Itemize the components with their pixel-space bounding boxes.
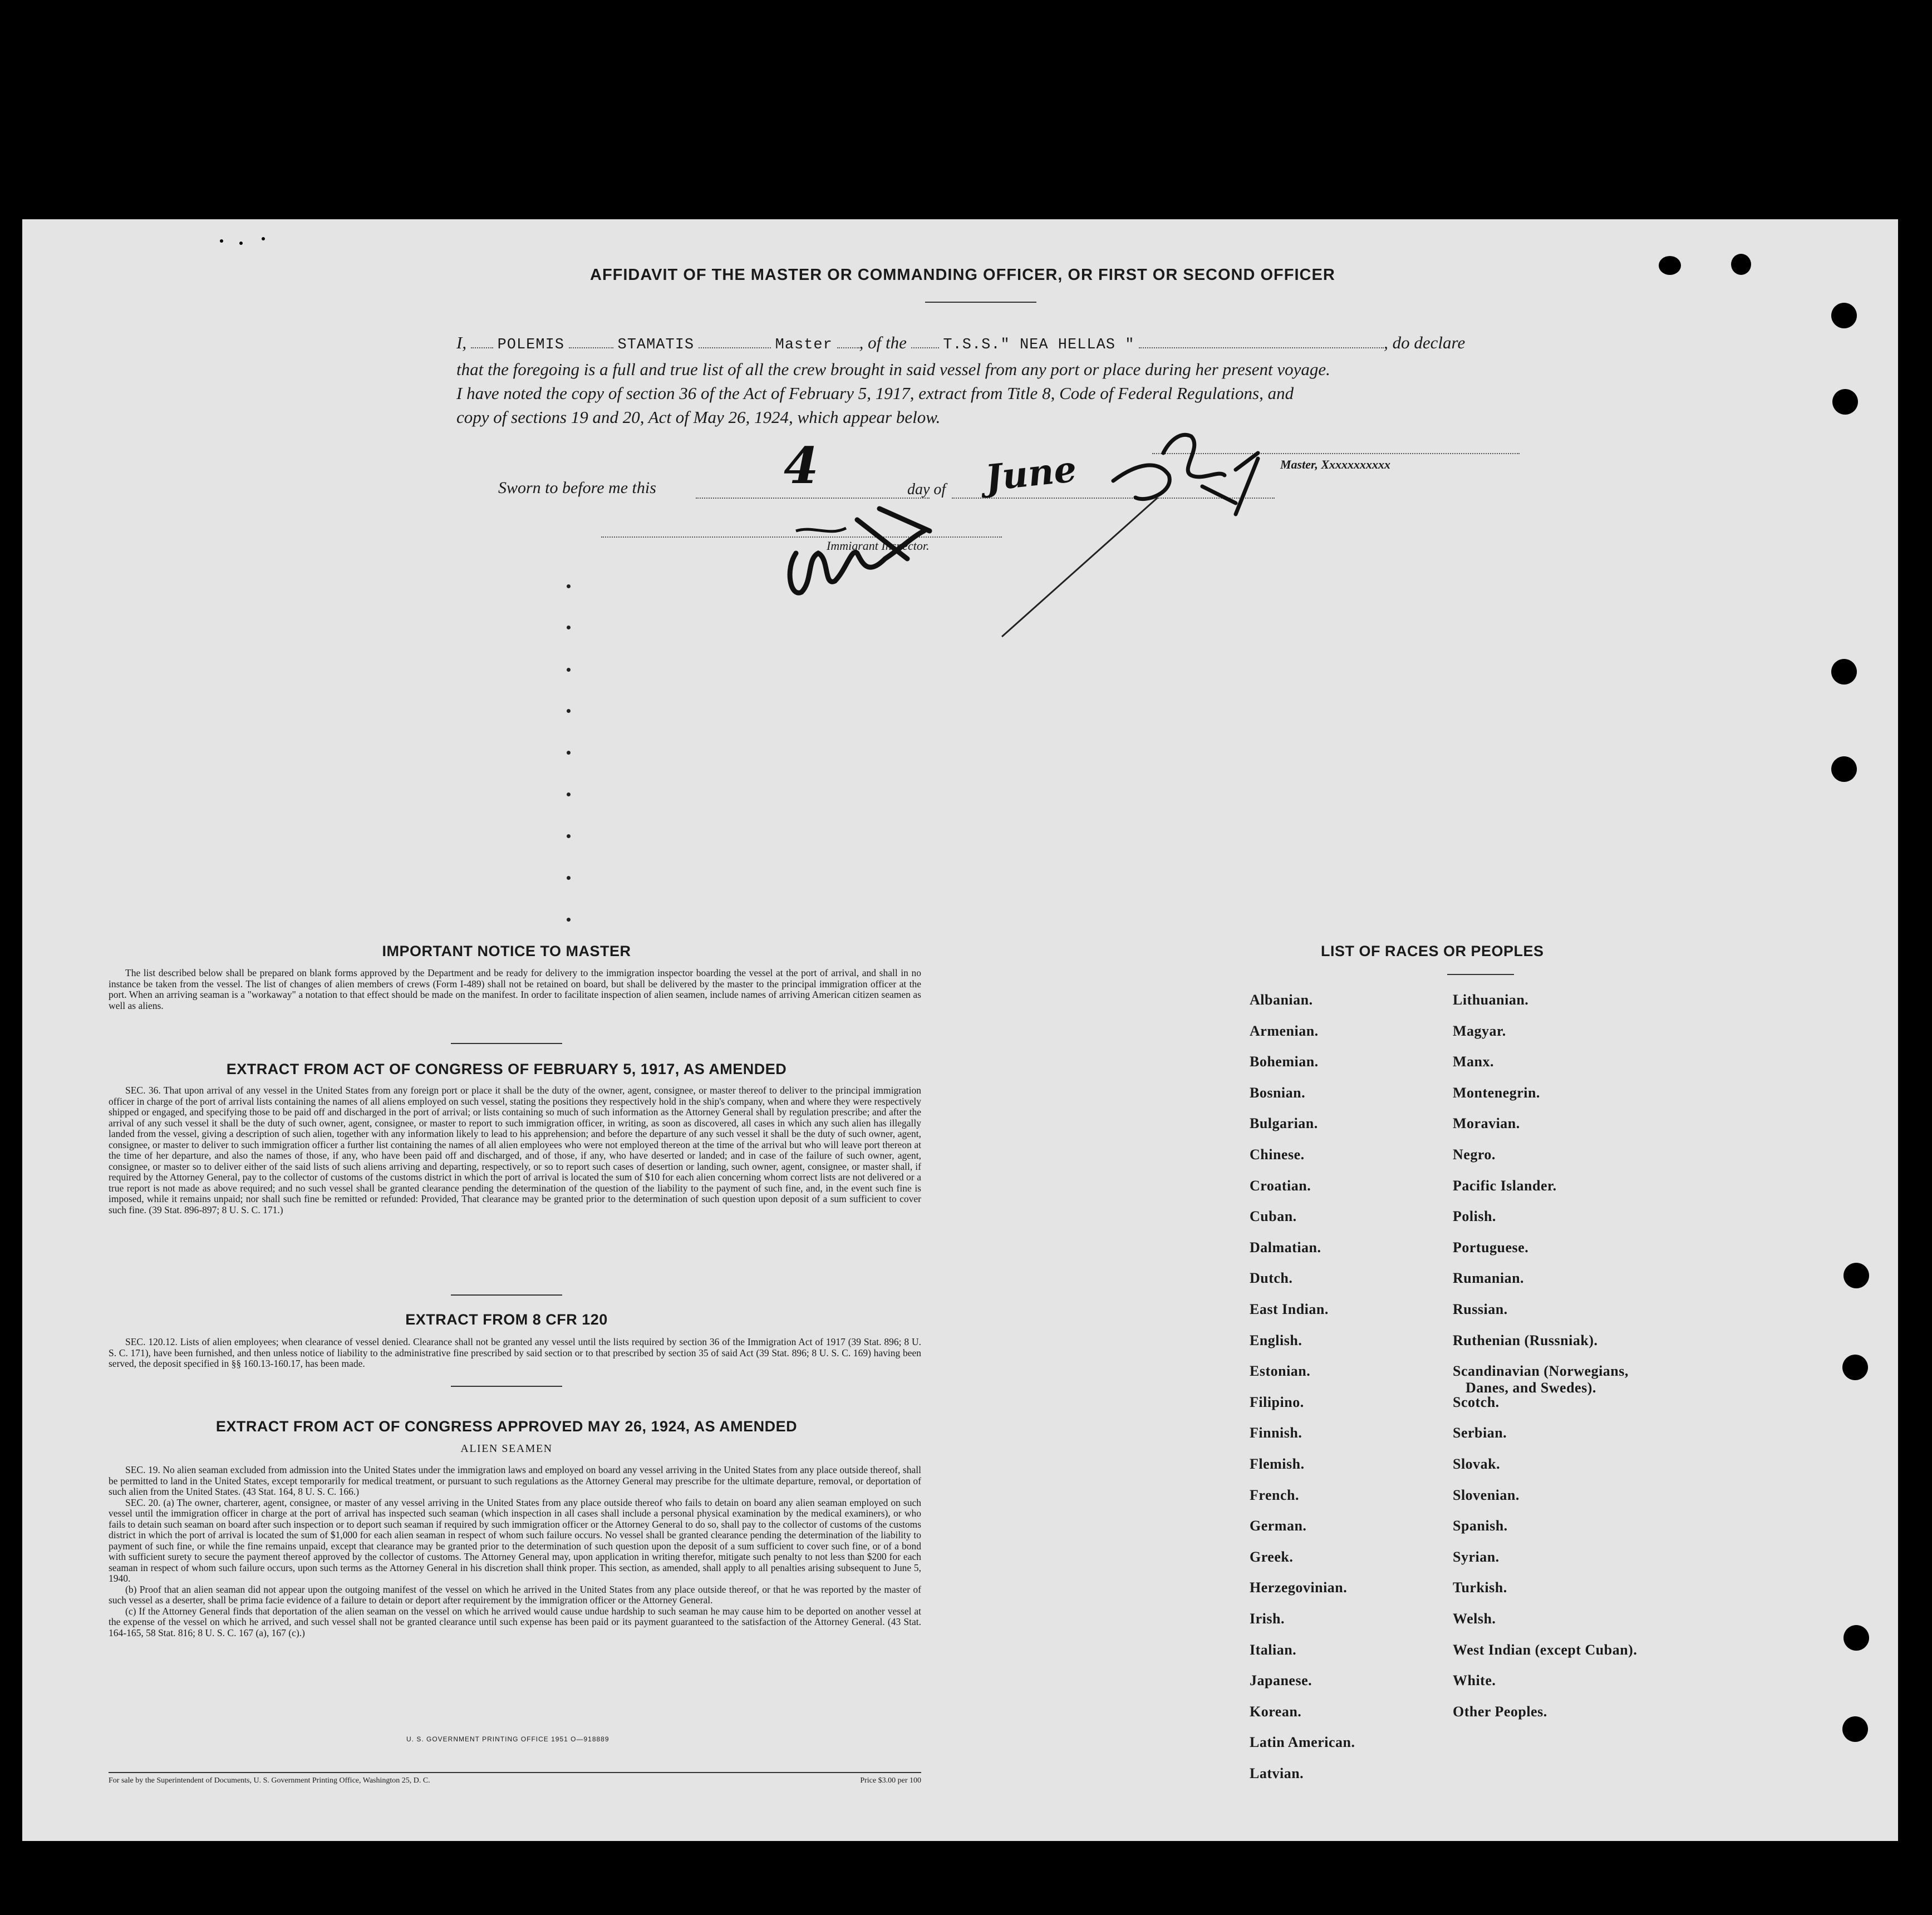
binder-hole bbox=[1831, 303, 1857, 328]
binder-hole bbox=[1842, 1355, 1868, 1380]
race-item: Danes, and Swedes). bbox=[1466, 1380, 1596, 1396]
section-rule bbox=[451, 1386, 562, 1387]
master-title-label: Master, Xxxxxxxxxxx bbox=[1280, 457, 1391, 471]
extract-cfr-paragraph: SEC. 120.12. Lists of alien employees; when clearance of vessel denied. Clearance shall not be granted any vessel until the lists required by section 36 of the Immigration Act of 1917 (39 Stat. 896; 8 U. S. C. 171), have been furnished, and then unless notice of liability to the administrative fine prescribed by said section or to that prescribed by section 35 of said Act (39 Stat. 896; 8 U. S. C. 169) having been served, the deposit specified in §§ 160.13-160.17, has been made. bbox=[109, 1336, 921, 1369]
race-item: Croatian. bbox=[1250, 1177, 1311, 1194]
race-item: Cuban. bbox=[1250, 1208, 1297, 1225]
binder-hole bbox=[1843, 1263, 1869, 1288]
inspector-label: Immigrant Inspector. bbox=[827, 539, 930, 553]
race-item: Bohemian. bbox=[1250, 1054, 1319, 1070]
master-first-name: POLEMIS bbox=[497, 337, 564, 353]
declaration-line-3: I have noted the copy of section 36 of the Act of February 5, 1917, extract from Title 8, Code of Federal Regulations, and bbox=[456, 383, 1294, 403]
i-label: I, bbox=[456, 333, 467, 352]
race-item: Negro. bbox=[1453, 1146, 1496, 1163]
ink-speck bbox=[239, 242, 243, 245]
signatures-graphic bbox=[779, 420, 1369, 642]
document-sheet bbox=[22, 219, 1898, 1841]
race-item: Slovenian. bbox=[1453, 1486, 1520, 1503]
race-item: Herzegovinian. bbox=[1250, 1579, 1348, 1596]
title-rule bbox=[925, 302, 1036, 303]
column-bullet bbox=[567, 584, 571, 588]
extract-1924-title: EXTRACT FROM ACT OF CONGRESS APPROVED MAY 26, 1924, AS AMENDED bbox=[215, 1418, 798, 1435]
sec-19-paragraph: SEC. 19. No alien seaman excluded from admission into the United States under the immigration laws and employed on board any vessel arriving in the United States from any place outside thereof, shall be permitted to land in the United States, except temporarily for medical treatment, or pursuant to such regulations as the Attorney General may prescribe for the ultimate departure, removal, or deportation of such alien from the United States. (43 Stat. 164, 8 U. S. C. 166.) bbox=[109, 1464, 921, 1497]
race-item: Latin American. bbox=[1250, 1734, 1355, 1751]
race-item: West Indian (except Cuban). bbox=[1453, 1641, 1638, 1658]
day-number-handwritten: 4 bbox=[784, 436, 819, 495]
ink-speck bbox=[1731, 254, 1751, 275]
column-bullet bbox=[567, 792, 571, 796]
extract-cfr-title: EXTRACT FROM 8 CFR 120 bbox=[405, 1311, 608, 1328]
race-item: Other Peoples. bbox=[1453, 1703, 1547, 1720]
sec-20c-paragraph: (c) If the Attorney General finds that deportation of the alien seaman on the vessel on which he arrived would cause undue hardship to such seaman he may cause him to be deported on another vessel at the expense of the vessel on which he arrived, and such vessel shall not be granted clearance until such expense has been paid or its payment guaranteed to the satisfaction of the Attorney General. (43 Stat. 164-165, 58 Stat. 816; 8 U. S. C. 167 (a), 167 (c).) bbox=[109, 1605, 921, 1638]
vessel-name: T.S.S." NEA HELLAS " bbox=[943, 337, 1135, 353]
column-bullet bbox=[567, 626, 571, 629]
column-bullet bbox=[567, 668, 571, 672]
footer-sale-note: For sale by the Superintendent of Documents, U. S. Government Printing Office, Washington 25, D. C. bbox=[109, 1776, 430, 1785]
extract-cfr-text bbox=[109, 1337, 921, 1370]
ink-speck bbox=[220, 239, 223, 243]
race-item: Turkish. bbox=[1453, 1579, 1507, 1596]
race-item: Finnish. bbox=[1250, 1425, 1302, 1441]
race-item: Bulgarian. bbox=[1250, 1115, 1318, 1132]
column-bullet bbox=[567, 709, 571, 713]
race-item: Bosnian. bbox=[1250, 1084, 1306, 1101]
extract-1917-paragraph: SEC. 36. That upon arrival of any vessel in the United States from any foreign port or place it shall be the duty of the owner, agent, consignee, or master thereof to deliver to the principal immigration officer in charge of the port of arrival lists containing the names of all aliens employed on such vessel, stating the positions they respectively hold in the ship's company, when and where they were respectively shipped or engaged, and specifying those to be paid off and discharged in the port of arrival; or lists containing so much of such information as the Attorney General shall by regulation prescribe; and after the arrival of any such vessel it shall be the duty of such owner, agent, consignee, or master to report to such immigration officer, in writing, as soon as discovered, all cases in which any such alien has illegally landed from the vessel, giving a description of such alien, together with any information likely to lead to his apprehension; and before the departure of any such vessel it shall be the duty of such owner, agent, consignee, or master to deliver to such immigration officer a further list containing the names of all alien employees who were not employed thereon at the time of the arrival but who will leave port thereon at the time of her departure, and also the names of those, if any, who have been paid off and discharged, and of those, if any, who have deserted or landed; and in case of the failure of such owner, agent, consignee, or master so to deliver either of the said lists of such aliens arriving and departing, respectively, or so to report such cases of desertion or landing, such owner, agent, consignee, or master shall, if required by the Attorney General, pay to the collector of customs of the customs district in which the port of arrival is located the sum of $10 for each alien concerning whom correct lists are not delivered or a true report is not made as above required; and no such vessel shall be granted clearance pending the determination of the question of the liability to the payment of such fine, and, in the event such fine is imposed, while it remains unpaid; nor shall such fine be remitted or refunded: Provided, That clearance may be granted prior to the determination of such question upon deposit of a sum sufficient to cover such fine. (39 Stat. 896-897; 8 U. S. C. 171.) bbox=[109, 1085, 921, 1215]
race-item: Scandinavian (Norwegians, bbox=[1453, 1363, 1629, 1380]
race-item: East Indian. bbox=[1250, 1301, 1329, 1317]
do-declare-label: , do declare bbox=[1384, 333, 1466, 352]
race-item: Moravian. bbox=[1453, 1115, 1520, 1132]
declaration-text bbox=[456, 331, 1531, 429]
race-item: Albanian. bbox=[1250, 992, 1313, 1008]
affidavit-title: AFFIDAVIT OF THE MASTER OR COMMANDING OFFICER, OR FIRST OR SECOND OFFICER bbox=[590, 266, 1335, 284]
extract-1917-title: EXTRACT FROM ACT OF CONGRESS OF FEBRUARY 5, 1917, AS AMENDED bbox=[226, 1061, 787, 1077]
column-bullet bbox=[567, 918, 571, 922]
races-rule bbox=[1447, 974, 1514, 975]
column-bullet bbox=[567, 751, 571, 755]
race-item: Magyar. bbox=[1453, 1022, 1506, 1039]
race-item: Welsh. bbox=[1453, 1611, 1496, 1627]
race-item: Montenegrin. bbox=[1453, 1084, 1540, 1101]
race-item: Latvian. bbox=[1250, 1765, 1304, 1781]
race-item: French. bbox=[1250, 1486, 1299, 1503]
section-rule bbox=[451, 1043, 562, 1044]
race-item: Korean. bbox=[1250, 1703, 1302, 1720]
gpo-imprint: U. S. GOVERNMENT PRINTING OFFICE 1951 O—918889 bbox=[406, 1735, 609, 1743]
extract-1917-text bbox=[109, 1085, 921, 1215]
sec-20a-paragraph: SEC. 20. (a) The owner, charterer, agent, consignee, or master of any vessel arriving in the United States from any place outside thereof who fails to detain on board any alien seaman employed on such vessel until the immigration officer in charge at the port of arrival has inspected such seaman (which inspection in all cases shall include a personal physical examination by the medical examiners), or who fails to detain such seaman on board after such inspection or to deport such seaman if required by such immigration officer or the Attorney General to do so, shall pay to the collector of customs of the customs district in which the port of arrival is located the sum of $1,000 for each alien seaman in respect of whom such failure occurs. No vessel shall be granted clearance pending the determination of the liability to payment of such fine, or while the fine remains unpaid, except that clearance may be granted prior to the determination of such question upon the deposit of a sum sufficient to cover such fine, or of a bond with sufficient surety to secure the payment thereof approved by the collector of customs. The Attorney General may, upon application in writing therefor, mitigate such penalty to not less than $200 for each seaman in respect of whom such failure occurs, upon such terms as the Attorney General in his discretion shall think proper. This section, as amended, shall apply to all penalties arising subsequent to June 5, 1940. bbox=[109, 1496, 921, 1584]
race-item: Pacific Islander. bbox=[1453, 1177, 1557, 1194]
notice-title: IMPORTANT NOTICE TO MASTER bbox=[382, 943, 631, 959]
extract-1924-text bbox=[109, 1465, 921, 1638]
alien-seamen-subtitle: ALIEN SEAMEN bbox=[460, 1443, 553, 1455]
footer-price: Price $3.00 per 100 bbox=[860, 1776, 921, 1785]
sworn-label: Sworn to before me this bbox=[498, 479, 656, 497]
race-item: Polish. bbox=[1453, 1208, 1496, 1225]
race-item: Russian. bbox=[1453, 1301, 1508, 1317]
race-item: English. bbox=[1250, 1332, 1302, 1348]
declaration-line-1 bbox=[456, 331, 1531, 357]
race-item: Syrian. bbox=[1453, 1548, 1500, 1565]
sec-20b-paragraph: (b) Proof that an alien seaman did not appear upon the outgoing manifest of the vessel on which he arrived in the United States from any place outside thereof, or that he was reported by the master of such vessel as a deserter, shall be prima facie evidence of a failure to detain or deport after requirement by the immigration officer or the Attorney General. bbox=[109, 1583, 921, 1606]
race-item: Irish. bbox=[1250, 1611, 1285, 1627]
race-item: Italian. bbox=[1250, 1641, 1297, 1658]
binder-hole bbox=[1831, 659, 1857, 685]
race-item: Flemish. bbox=[1250, 1456, 1305, 1472]
race-item: Manx. bbox=[1453, 1054, 1494, 1070]
ink-speck bbox=[262, 237, 265, 240]
master-last-name: STAMATIS bbox=[617, 337, 695, 353]
ink-speck bbox=[1659, 256, 1681, 275]
notice-text bbox=[109, 968, 921, 1011]
binder-hole bbox=[1832, 389, 1858, 415]
race-item: Dutch. bbox=[1250, 1270, 1293, 1287]
column-bullet bbox=[567, 834, 571, 838]
race-item: German. bbox=[1250, 1518, 1307, 1534]
race-item: Dalmatian. bbox=[1250, 1239, 1321, 1256]
race-item: Lithuanian. bbox=[1453, 992, 1529, 1008]
binder-hole bbox=[1843, 1625, 1869, 1651]
notice-paragraph: The list described below shall be prepared on blank forms approved by the Department and be ready for delivery to the immigration inspector boarding the vessel at the port of arrival, and shall in no instance be taken from the vessel. The list of changes of alien members of crews (Form I-489) shall not be retained on board, but shall be delivered by the master to the principal immigration officer at the port. When an arriving seaman is a "workaway" a notation to that effect should be made on the manifest. In order to facilitate inspection of alien seamen, include names of arriving American citizen seamen as well as aliens. bbox=[109, 967, 921, 1011]
day-of-label: day of bbox=[907, 481, 946, 498]
race-item: Filipino. bbox=[1250, 1394, 1304, 1410]
race-item: Chinese. bbox=[1250, 1146, 1305, 1163]
race-item: Estonian. bbox=[1250, 1363, 1311, 1380]
of-the-label: , of the bbox=[859, 333, 907, 352]
binder-hole bbox=[1842, 1716, 1868, 1742]
races-title: LIST OF RACES OR PEOPLES bbox=[1321, 943, 1544, 959]
race-item: Portuguese. bbox=[1453, 1239, 1529, 1256]
race-item: Serbian. bbox=[1453, 1425, 1507, 1441]
column-bullet bbox=[567, 876, 571, 880]
race-item: Scotch. bbox=[1453, 1394, 1500, 1410]
race-item: Rumanian. bbox=[1453, 1270, 1525, 1287]
race-item: Ruthenian (Russniak). bbox=[1453, 1332, 1598, 1348]
binder-hole bbox=[1831, 756, 1857, 782]
race-item: Spanish. bbox=[1453, 1518, 1508, 1534]
footer bbox=[109, 1772, 921, 1785]
race-item: Slovak. bbox=[1453, 1456, 1501, 1472]
race-item: White. bbox=[1453, 1672, 1496, 1689]
declaration-line-4: copy of sections 19 and 20, Act of May 26, 1924, which appear below. bbox=[456, 407, 941, 427]
race-item: Japanese. bbox=[1250, 1672, 1312, 1689]
race-item: Armenian. bbox=[1250, 1022, 1319, 1039]
race-item: Greek. bbox=[1250, 1548, 1294, 1565]
month-handwritten: June bbox=[983, 448, 1079, 500]
section-rule bbox=[451, 1294, 562, 1296]
declaration-line-2: that the foregoing is a full and true list of all the crew brought in said vessel from any port or place during her present voyage. bbox=[456, 360, 1330, 379]
master-rank: Master bbox=[775, 337, 833, 353]
